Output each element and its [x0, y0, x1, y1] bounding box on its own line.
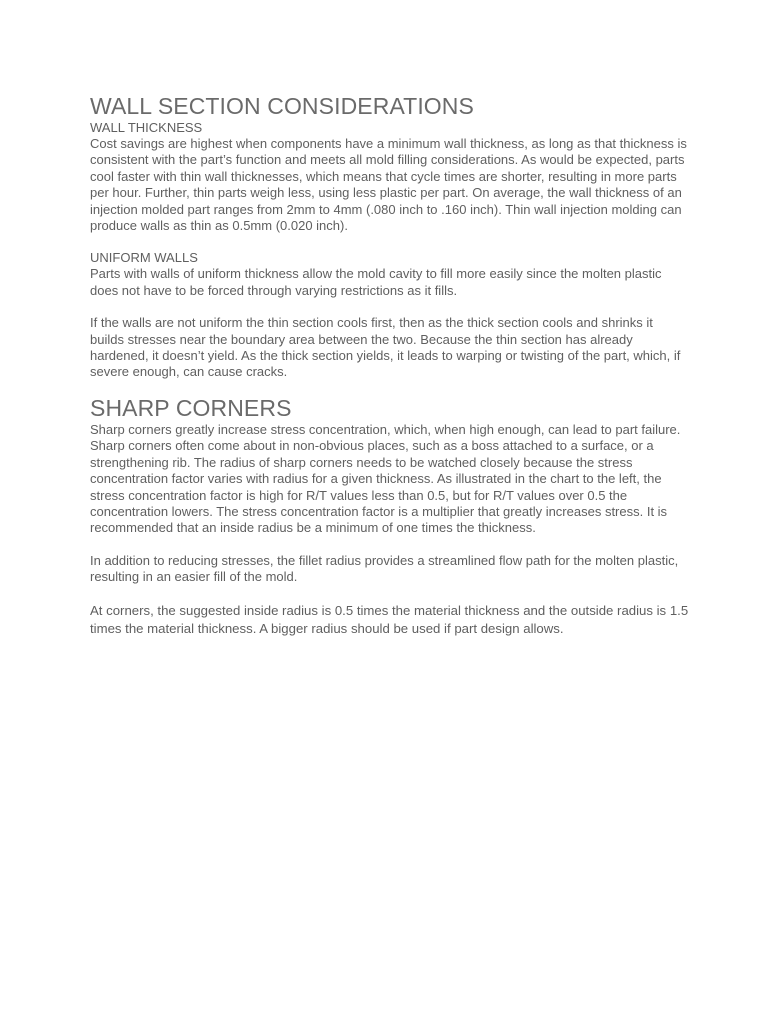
page-title: WALL SECTION CONSIDERATIONS	[90, 93, 474, 119]
section-title-sharp-corners: SHARP CORNERS	[90, 394, 292, 421]
paragraph-uniform-walls-1: Parts with walls of uniform thickness allow the mold cavity to fill more easily since the molten plastic does not have to be forced through varying restrictions as it fills.	[90, 266, 662, 298]
spacer	[90, 299, 690, 315]
paragraph-sharp-corners-1: Sharp corners greatly increase stress concentration, which, when high enough, can lead to part failure. Sharp corners often come about in non-obvious places, such as a boss attached to a surface, or a strengthening rib. The radius of sharp corners needs to be watched closely because the stress concentration factor varies with radius for a given thickness. As illustrated in the chart to the left, the stress concentration factor is high for R/T values less than 0.5, but for R/T values over 0.5 the concentration lowers. The stress concentration factor is a multiplier that greatly increases stress. It is recommended that an inside radius be a minimum of one times the thickness.	[90, 421, 681, 536]
spacer	[90, 537, 690, 553]
paragraph-sharp-corners-3: At corners, the suggested inside radius is 0.5 times the material thickness and the outside radius is 1.5 times the material thickness. A bigger radius should be used if part design allows.	[90, 602, 689, 636]
section-heading-uniform-walls: UNIFORM WALLS	[90, 250, 198, 266]
paragraph-uniform-walls-2: If the walls are not uniform the thin section cools first, then as the thick section cools and shrinks it builds stresses near the boundary area between the two. Because the thin section has already hardened, it doesn’t yield. As the thick section yields, it leads to warping or twisting of the part, which, if severe enough, can cause cracks.	[90, 315, 681, 380]
document-page	[90, 92, 690, 638]
section-heading-wall-thickness: WALL THICKNESS	[90, 120, 203, 135]
spacer	[90, 586, 690, 602]
spacer	[90, 234, 690, 250]
paragraph-sharp-corners-2: In addition to reducing stresses, the fillet radius provides a streamlined flow path for the molten plastic, resulting in an easier fill of the mold.	[90, 552, 679, 585]
paragraph-wall-thickness: Cost savings are highest when components have a minimum wall thickness, as long as that thickness is consistent with the part’s function and meets all mold filling considerations. As would be expected, parts cool faster with thin wall thicknesses, which means that cycle times are shorter, resulting in more parts per hour. Further, thin parts weigh less, using less plastic per part. On average, the wall thickness of an injection molded part ranges from 2mm to 4mm (.080 inch to .160 inch). Thin wall injection molding can produce walls as thin as 0.5mm (0.020 inch).	[90, 136, 687, 234]
